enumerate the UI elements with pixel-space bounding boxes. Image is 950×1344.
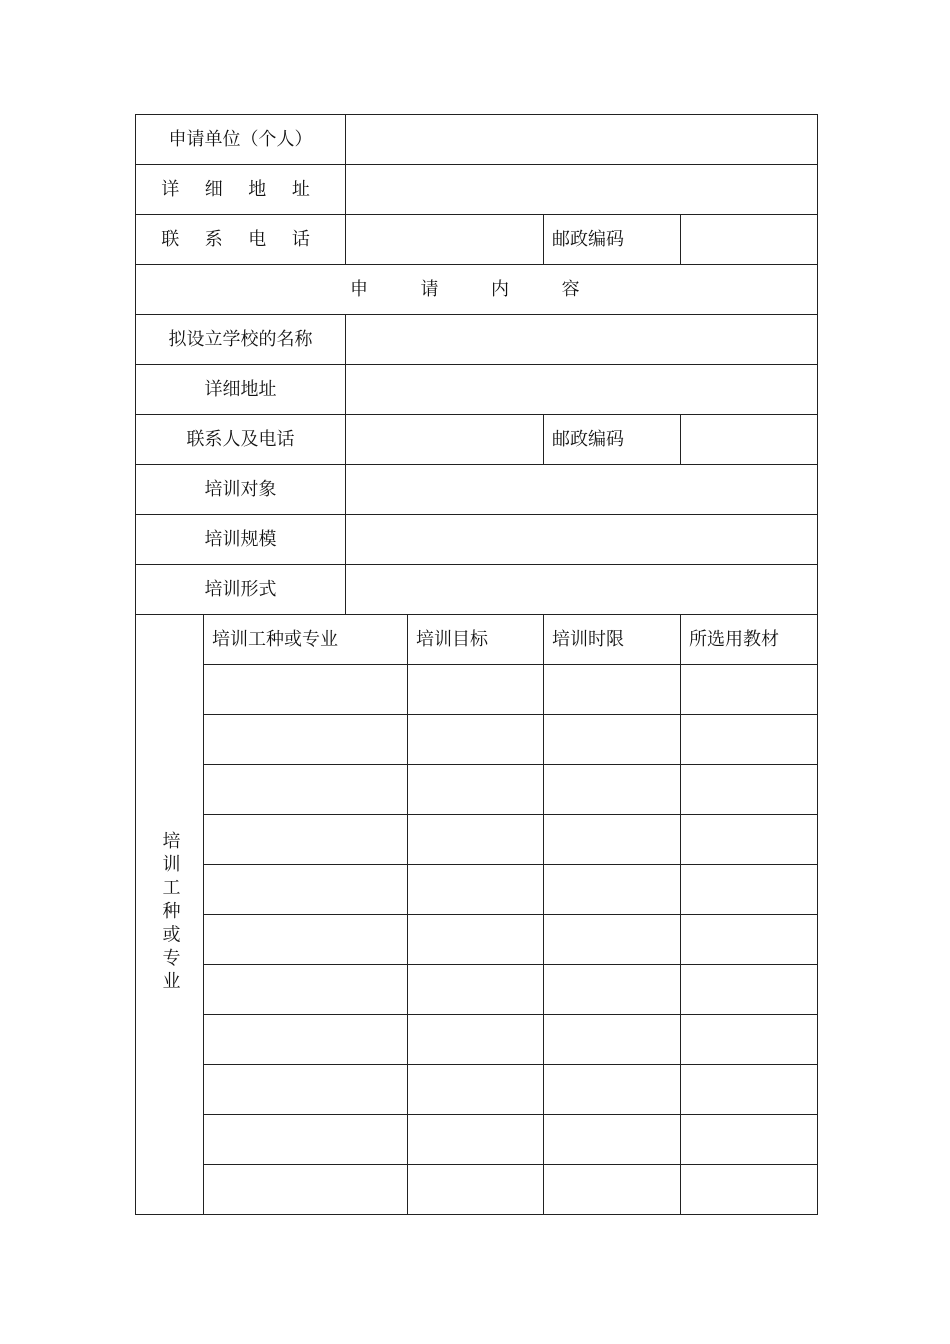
cell-goal[interactable] — [408, 765, 544, 815]
cell-goal[interactable] — [408, 965, 544, 1015]
cell-textbook[interactable] — [681, 1165, 818, 1215]
field-applicant-postcode[interactable] — [681, 215, 818, 265]
label-scale: 培训规模 — [136, 515, 346, 565]
table-row — [136, 765, 818, 815]
field-school-contact[interactable] — [346, 415, 544, 465]
field-applicant-unit[interactable] — [346, 115, 818, 165]
cell-specialty[interactable] — [204, 1115, 408, 1165]
table-row — [136, 715, 818, 765]
row-format — [136, 565, 818, 615]
cell-textbook[interactable] — [681, 1015, 818, 1065]
cell-specialty[interactable] — [204, 765, 408, 815]
cell-textbook[interactable] — [681, 965, 818, 1015]
section-title: 申 请 内 容 — [136, 265, 818, 315]
table-row — [136, 965, 818, 1015]
row-applicant-unit — [136, 115, 818, 165]
cell-duration[interactable] — [544, 765, 681, 815]
cell-goal[interactable] — [408, 1065, 544, 1115]
row-section-title — [136, 265, 818, 315]
cell-textbook[interactable] — [681, 915, 818, 965]
cell-specialty[interactable] — [204, 915, 408, 965]
column-header-textbook: 所选用教材 — [681, 615, 818, 665]
cell-textbook[interactable] — [681, 1065, 818, 1115]
field-format[interactable] — [346, 565, 818, 615]
table-row — [136, 1015, 818, 1065]
training-side-label-text: 培训工种或专业 — [159, 830, 181, 995]
cell-duration[interactable] — [544, 665, 681, 715]
cell-duration[interactable] — [544, 815, 681, 865]
row-school-address — [136, 365, 818, 415]
row-trainees — [136, 465, 818, 515]
cell-goal[interactable] — [408, 665, 544, 715]
table-row — [136, 1115, 818, 1165]
cell-goal[interactable] — [408, 865, 544, 915]
row-training-header — [136, 615, 818, 665]
field-school-address[interactable] — [346, 365, 818, 415]
cell-goal[interactable] — [408, 1015, 544, 1065]
cell-specialty[interactable] — [204, 665, 408, 715]
label-school-name: 拟设立学校的名称 — [136, 315, 346, 365]
cell-specialty[interactable] — [204, 1065, 408, 1115]
row-scale — [136, 515, 818, 565]
field-applicant-phone[interactable] — [346, 215, 544, 265]
cell-goal[interactable] — [408, 1165, 544, 1215]
cell-goal[interactable] — [408, 715, 544, 765]
label-applicant-phone: 联 系 电 话 — [136, 215, 346, 265]
field-school-postcode[interactable] — [681, 415, 818, 465]
label-applicant-postcode: 邮政编码 — [544, 215, 681, 265]
cell-duration[interactable] — [544, 1065, 681, 1115]
label-school-address: 详细地址 — [136, 365, 346, 415]
cell-goal[interactable] — [408, 915, 544, 965]
label-applicant-address: 详 细 地 址 — [136, 165, 346, 215]
cell-specialty[interactable] — [204, 865, 408, 915]
row-school-contact — [136, 415, 818, 465]
cell-goal[interactable] — [408, 1115, 544, 1165]
training-side-label — [136, 615, 204, 1215]
row-school-name — [136, 315, 818, 365]
label-school-contact: 联系人及电话 — [136, 415, 346, 465]
column-header-goal: 培训目标 — [408, 615, 544, 665]
cell-specialty[interactable] — [204, 1165, 408, 1215]
field-applicant-address[interactable] — [346, 165, 818, 215]
label-applicant-unit: 申请单位（个人） — [136, 115, 346, 165]
cell-specialty[interactable] — [204, 715, 408, 765]
cell-textbook[interactable] — [681, 865, 818, 915]
cell-specialty[interactable] — [204, 815, 408, 865]
cell-duration[interactable] — [544, 915, 681, 965]
cell-goal[interactable] — [408, 815, 544, 865]
field-school-name[interactable] — [346, 315, 818, 365]
cell-textbook[interactable] — [681, 1115, 818, 1165]
row-applicant-phone — [136, 215, 818, 265]
cell-duration[interactable] — [544, 1015, 681, 1065]
cell-specialty[interactable] — [204, 965, 408, 1015]
cell-specialty[interactable] — [204, 1015, 408, 1065]
label-format: 培训形式 — [136, 565, 346, 615]
cell-duration[interactable] — [544, 865, 681, 915]
row-applicant-address — [136, 165, 818, 215]
cell-textbook[interactable] — [681, 665, 818, 715]
table-row — [136, 815, 818, 865]
cell-duration[interactable] — [544, 1115, 681, 1165]
cell-textbook[interactable] — [681, 815, 818, 865]
column-header-duration: 培训时限 — [544, 615, 681, 665]
cell-textbook[interactable] — [681, 715, 818, 765]
label-school-postcode: 邮政编码 — [544, 415, 681, 465]
label-trainees: 培训对象 — [136, 465, 346, 515]
application-form-table — [135, 114, 818, 1215]
table-row — [136, 665, 818, 715]
cell-duration[interactable] — [544, 1165, 681, 1215]
column-header-specialty: 培训工种或专业 — [204, 615, 408, 665]
cell-duration[interactable] — [544, 715, 681, 765]
table-row — [136, 865, 818, 915]
table-row — [136, 915, 818, 965]
field-scale[interactable] — [346, 515, 818, 565]
table-row — [136, 1065, 818, 1115]
cell-textbook[interactable] — [681, 765, 818, 815]
table-row — [136, 1165, 818, 1215]
field-trainees[interactable] — [346, 465, 818, 515]
cell-duration[interactable] — [544, 965, 681, 1015]
